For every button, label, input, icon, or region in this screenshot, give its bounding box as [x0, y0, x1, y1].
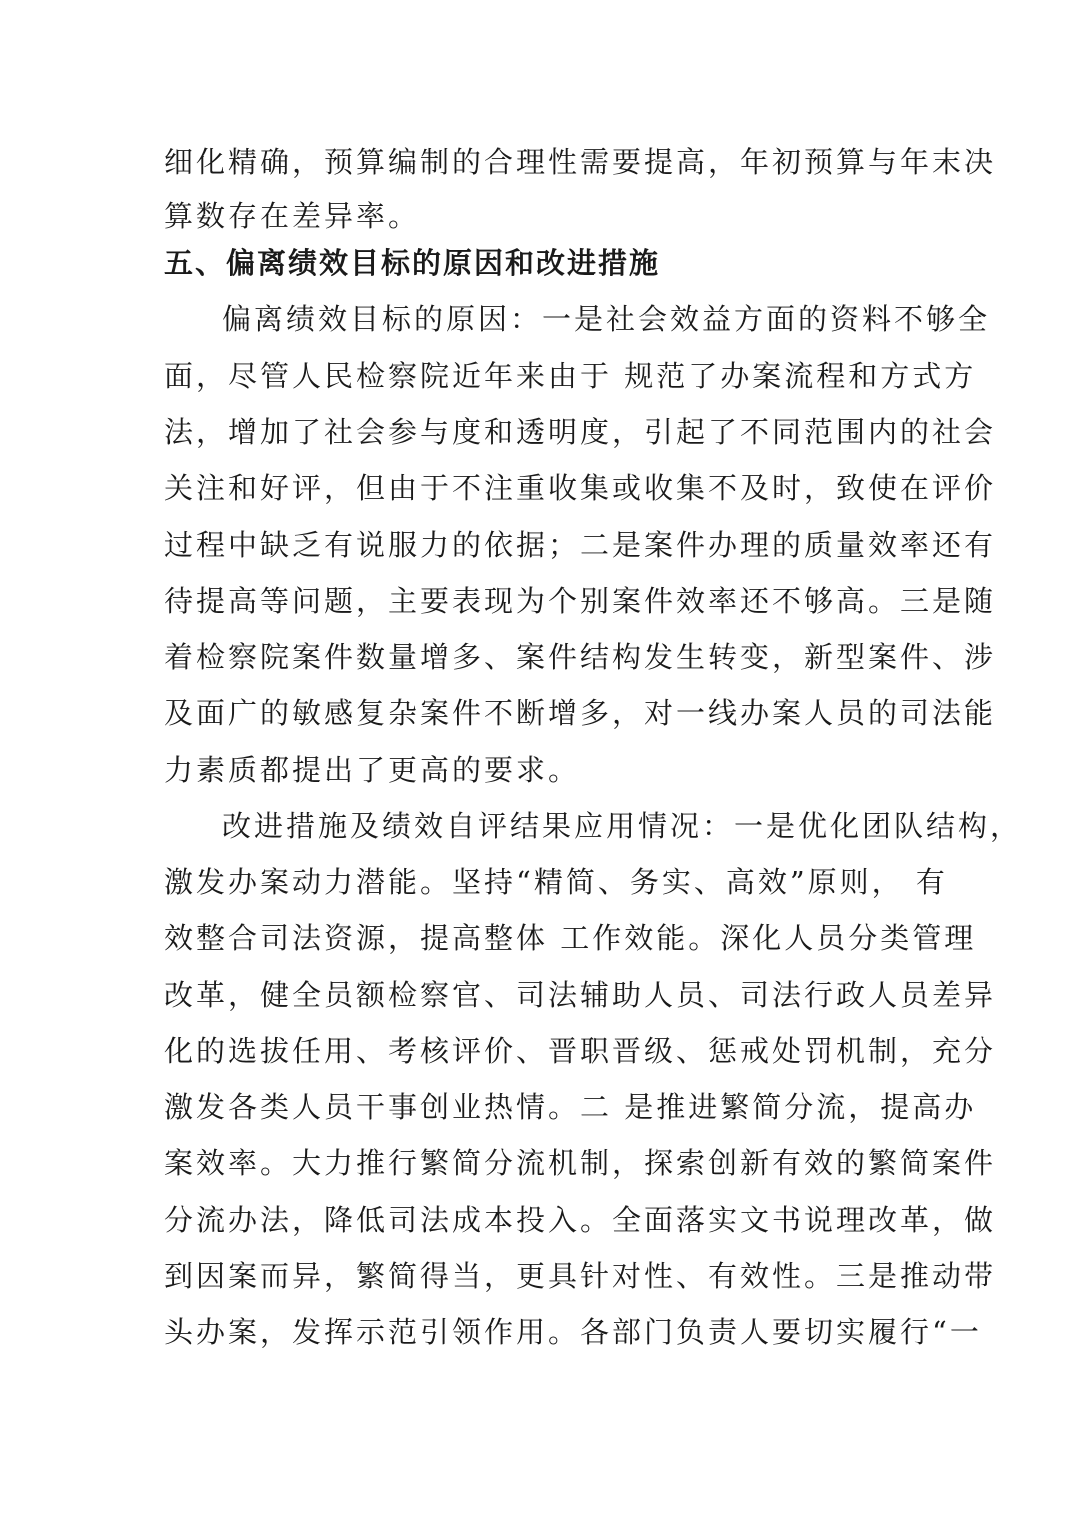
body-text-line: 待提高等问题，主要表现为个别案件效率还不够高。三是随 [164, 584, 997, 618]
paragraph-first-line: 改进措施及绩效自评结果应用情况：一是优化团队结构， [222, 809, 1023, 843]
body-text-line: 头办案，发挥示范引领作用。各部门负责人要切实履行“一 [164, 1315, 982, 1349]
body-text-line: 算数存在差异率。 [164, 199, 421, 233]
body-text-line: 细化精确，预算编制的合理性需要提高，年初预算与年末决 [164, 145, 997, 179]
body-text-line: 改革，健全员额检察官、司法辅助人员、司法行政人员差异 [164, 978, 997, 1012]
body-text-line: 力素质都提出了更高的要求。 [164, 753, 581, 787]
body-text-line: 关注和好评，但由于不注重收集或收集不及时，致使在评价 [164, 471, 997, 505]
body-text-line: 激发各类人员干事创业热情。二 是推进繁简分流，提高办 [164, 1090, 977, 1124]
body-text-line: 化的选拔任用、考核评价、晋职晋级、惩戒处罚机制，充分 [164, 1034, 997, 1068]
body-text-line: 过程中缺乏有说服力的依据；二是案件办理的质量效率还有 [164, 528, 997, 562]
body-text-line: 效整合司法资源，提高整体 工作效能。深化人员分类管理 [164, 921, 977, 955]
body-text-line: 案效率。大力推行繁简分流机制，探索创新有效的繁简案件 [164, 1146, 997, 1180]
body-text-line: 到因案而异，繁简得当，更具针对性、有效性。三是推动带 [164, 1259, 997, 1293]
body-text-line: 法，增加了社会参与度和透明度，引起了不同范围内的社会 [164, 415, 997, 449]
body-text-line: 及面广的敏感复杂案件不断增多，对一线办案人员的司法能 [164, 696, 997, 730]
body-text-line: 着检察院案件数量增多、案件结构发生转变，新型案件、涉 [164, 640, 997, 674]
body-text-line: 分流办法，降低司法成本投入。全面落实文书说理改革，做 [164, 1203, 997, 1237]
paragraph-first-line: 偏离绩效目标的原因：一是社会效益方面的资料不够全 [222, 302, 991, 336]
body-text-line: 激发办案动力潜能。坚持“精简、务实、高效”原则， 有 [164, 865, 948, 899]
body-text-line: 面，尽管人民检察院近年来由于 规范了办案流程和方式方 [164, 359, 977, 393]
section-heading: 五、偏离绩效目标的原因和改进措施 [164, 246, 661, 280]
